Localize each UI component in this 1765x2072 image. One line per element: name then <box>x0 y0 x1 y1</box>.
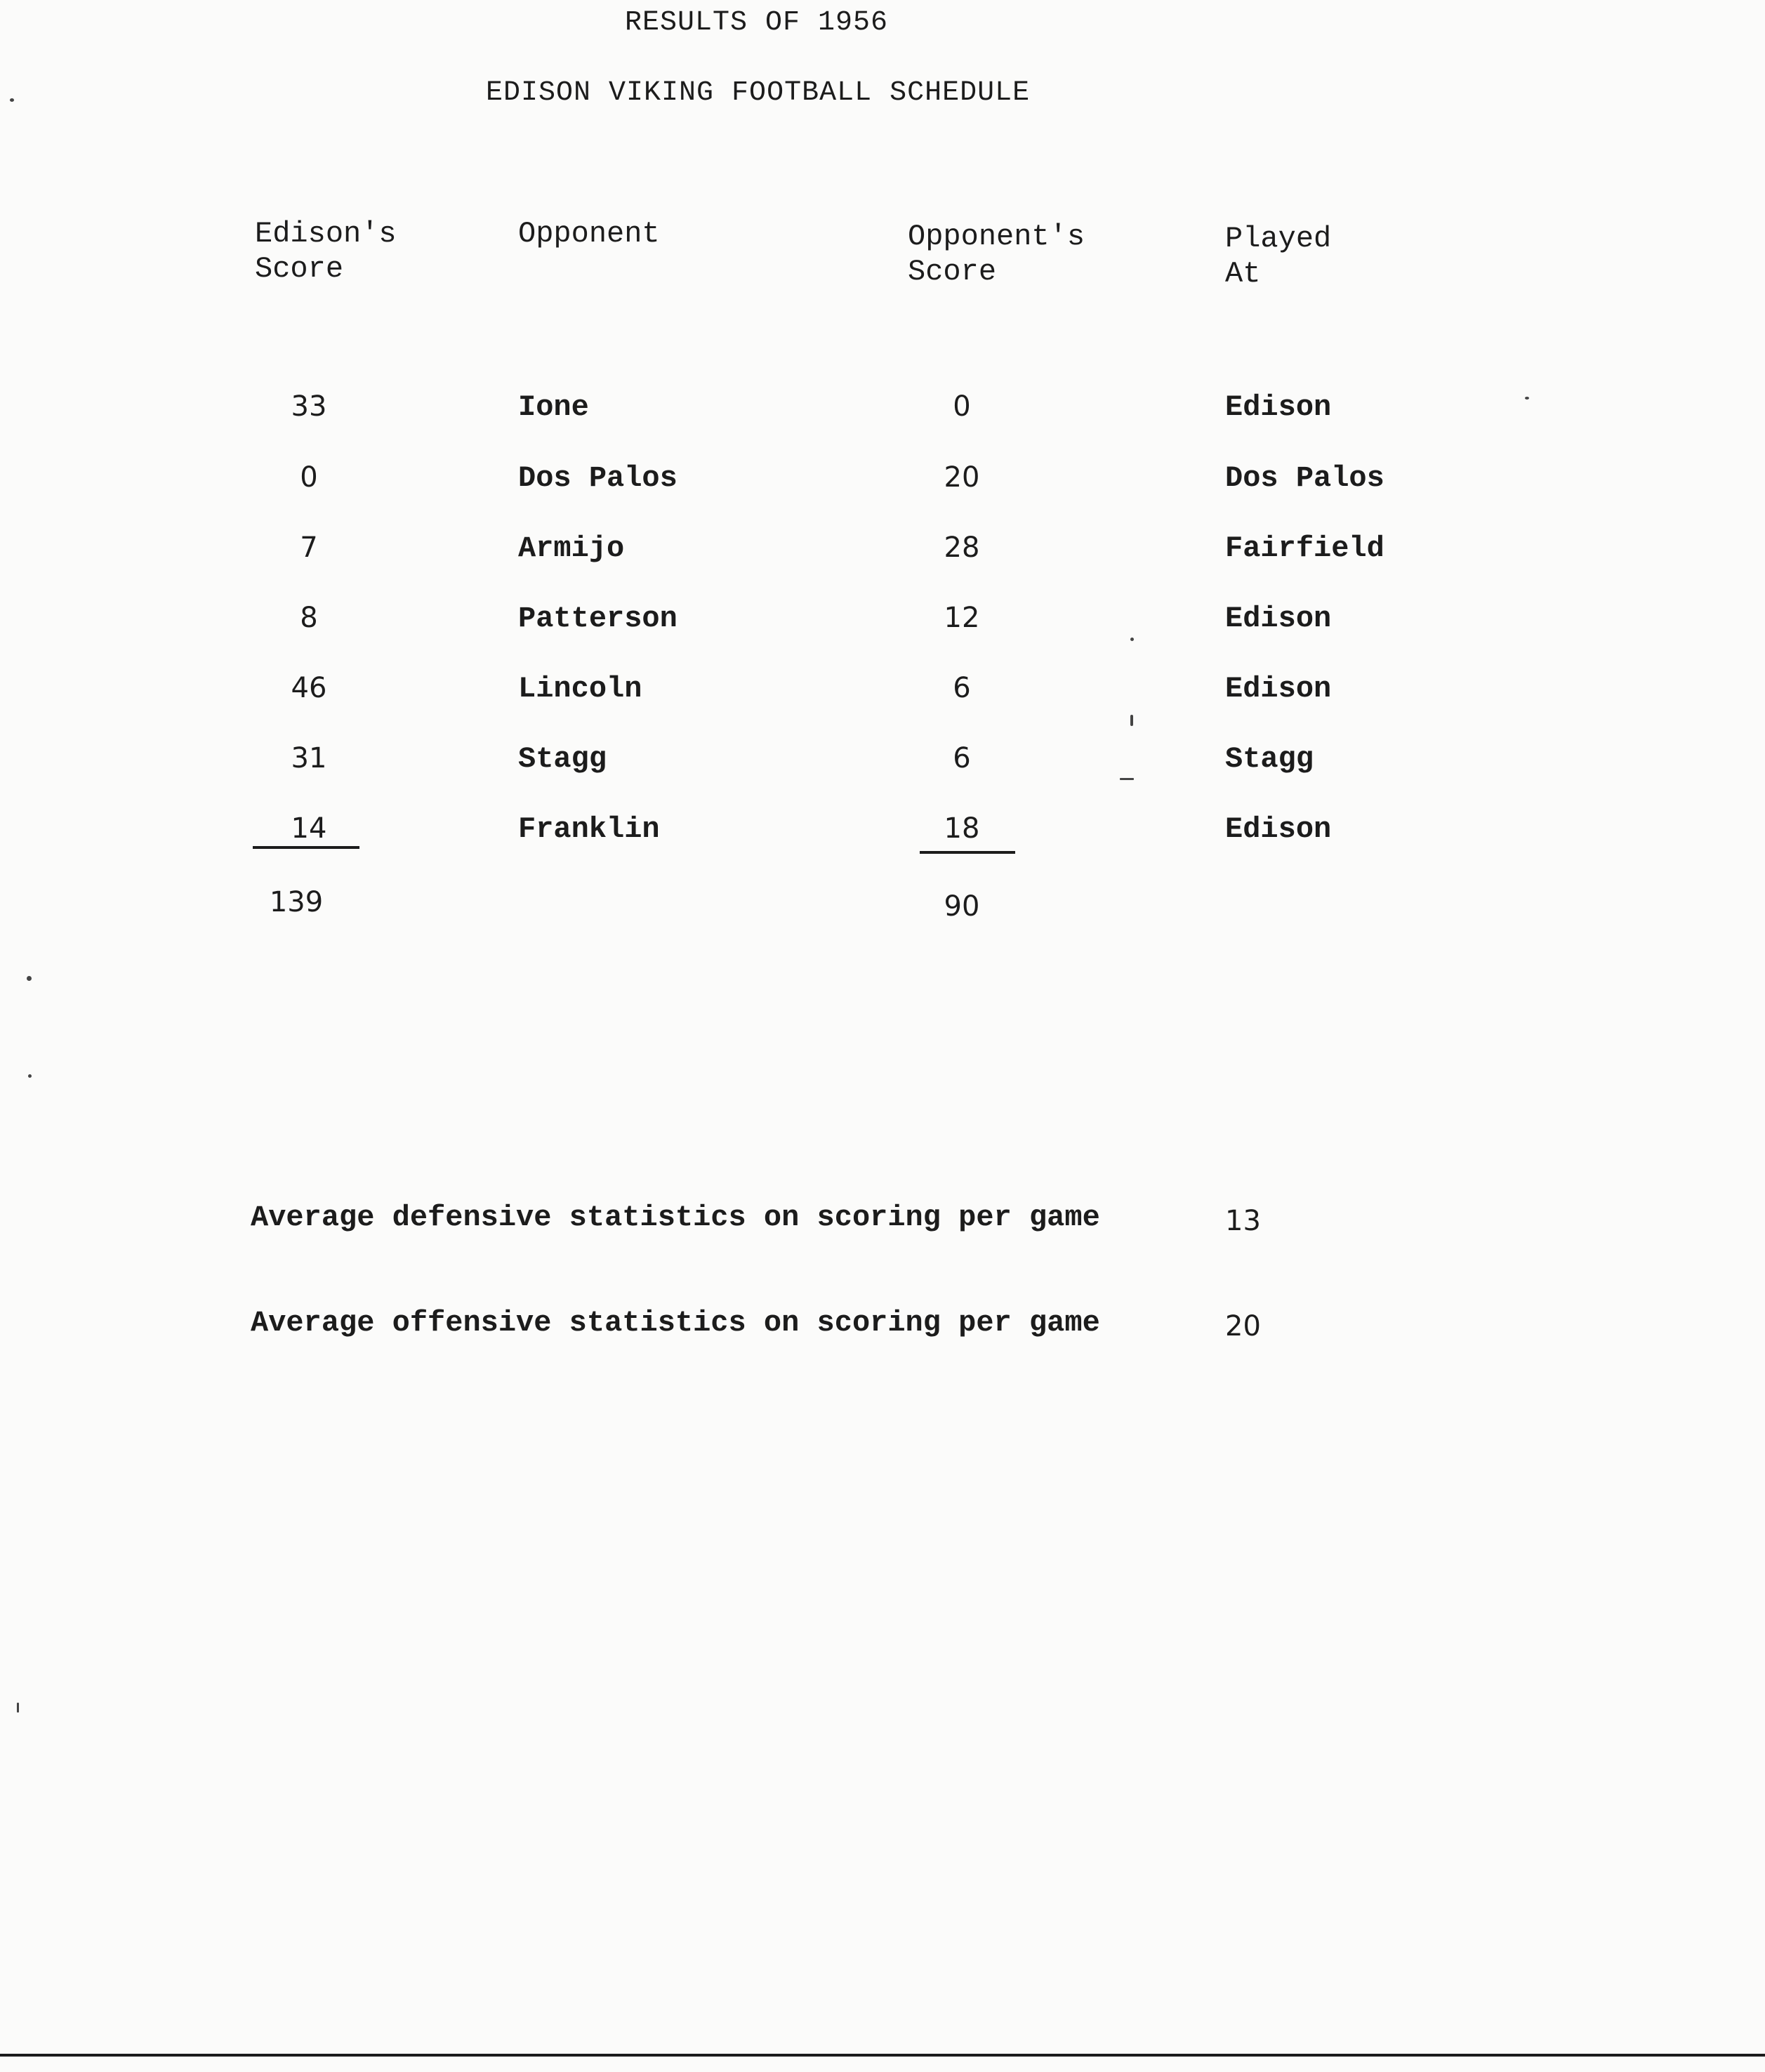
table-row <box>0 602 1765 644</box>
sum-underline-opponent <box>920 851 1015 854</box>
document-title: RESULTS OF 1956 <box>625 7 889 39</box>
total-opponent-score: 90 <box>944 890 980 923</box>
sum-underline-edison <box>253 846 359 849</box>
column-header-played-at-line1: Played <box>1225 222 1332 256</box>
opponent-cell: Dos Palos <box>518 461 677 495</box>
edison-score-cell: 8 <box>300 602 318 634</box>
played-at-cell: Dos Palos <box>1225 461 1384 495</box>
opponent-cell: Stagg <box>518 742 607 776</box>
column-header-edison-score <box>255 216 397 286</box>
paper-speck <box>28 1074 32 1078</box>
table-row <box>0 672 1765 714</box>
played-at-cell: Edison <box>1225 672 1332 706</box>
played-at-cell: Edison <box>1225 812 1332 846</box>
paper-speck <box>27 976 32 981</box>
played-at-cell: Stagg <box>1225 742 1314 776</box>
paper-speck <box>1525 397 1529 400</box>
table-row <box>0 461 1765 503</box>
opponent-score-cell: 6 <box>953 672 971 704</box>
opponent-cell: Franklin <box>518 812 660 846</box>
defensive-average-value: 13 <box>1225 1205 1261 1237</box>
table-row <box>0 742 1765 784</box>
edison-score-cell: 7 <box>300 532 318 564</box>
offensive-average-label: Average offensive statistics on scoring per game <box>251 1306 1100 1340</box>
column-header-edison-score-line2: Score <box>255 252 344 286</box>
opponent-cell: Ione <box>518 390 589 424</box>
opponent-score-cell: 0 <box>953 390 971 423</box>
paper-speck <box>10 98 14 102</box>
opponent-score-cell: 12 <box>944 602 980 634</box>
edison-score-cell: 31 <box>291 742 327 774</box>
edison-score-cell: 46 <box>291 672 327 704</box>
document-subtitle: EDISON VIKING FOOTBALL SCHEDULE <box>486 77 1031 109</box>
column-header-played-at <box>1225 221 1331 291</box>
opponent-cell: Armijo <box>518 532 625 565</box>
edison-score-cell: 0 <box>300 461 318 494</box>
column-header-opponent-score-line1: Opponent's <box>908 220 1085 253</box>
page-bottom-edge <box>0 2054 1765 2057</box>
column-header-opponent-score-line2: Score <box>908 255 997 289</box>
column-header-opponent-line1: Opponent <box>518 217 660 251</box>
paper-speck <box>1130 715 1133 726</box>
defensive-average-label: Average defensive statistics on scoring per game <box>251 1201 1100 1234</box>
paper-speck <box>17 1703 19 1713</box>
column-header-played-at-line2: At <box>1225 257 1261 291</box>
paper-speck <box>1130 638 1134 641</box>
paper-speck <box>1120 778 1134 780</box>
opponent-score-cell: 28 <box>944 532 980 564</box>
played-at-cell: Fairfield <box>1225 532 1384 565</box>
edison-score-cell: 33 <box>291 390 327 423</box>
played-at-cell: Edison <box>1225 602 1332 635</box>
offensive-average-value: 20 <box>1225 1310 1261 1342</box>
opponent-cell: Lincoln <box>518 672 642 706</box>
table-row <box>0 532 1765 574</box>
opponent-score-cell: 6 <box>953 742 971 774</box>
opponent-cell: Patterson <box>518 602 677 635</box>
table-row <box>0 390 1765 433</box>
played-at-cell: Edison <box>1225 390 1332 424</box>
opponent-score-cell: 18 <box>944 812 980 845</box>
edison-score-cell: 14 <box>291 812 327 845</box>
opponent-score-cell: 20 <box>944 461 980 494</box>
column-header-opponent-score <box>908 219 1085 289</box>
column-header-opponent <box>518 216 660 251</box>
total-edison-score: 139 <box>269 886 324 918</box>
column-header-edison-score-line1: Edison's <box>255 217 397 251</box>
